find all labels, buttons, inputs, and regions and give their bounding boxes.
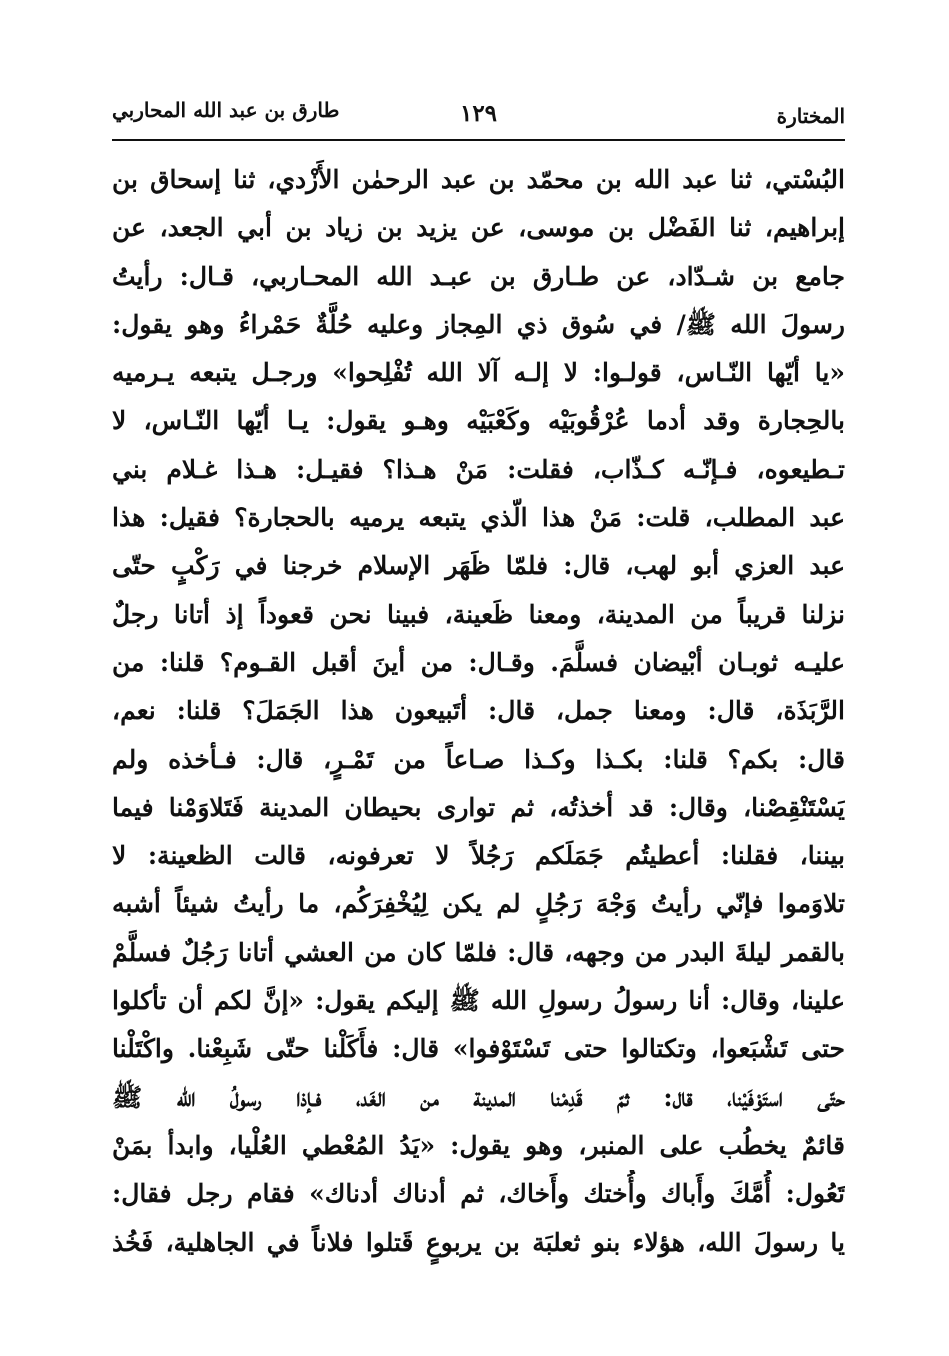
text-line: جامع بن شـدّاد، عن طـارق بن عبـد الله المحـاربي، قـال: رأيتُ xyxy=(112,261,845,291)
text-line: نزلنا قريباً من المدينة، ومعنا ظَعينة، فبينا نحن قعوداً إذ أتانا رجلٌ xyxy=(112,599,845,629)
text-line: البُسْتي، ثنا عبد الله بن محمّد بن عبد الرحمٰن الأَزْدي، ثنا إسحاق بن xyxy=(112,165,845,194)
chapter-title: طارق بن عبد الله المحاربي xyxy=(112,98,340,122)
page-number: ١٢٩ xyxy=(459,100,498,127)
text-line: بالحِجارة وقد أدما عُرْقُوبَيْه وكَعْبَيْه وهـو يقول: يـا أيّها النّـاس، لا xyxy=(112,406,845,436)
text-line: حتى تَشْبَعوا، وتكتالوا حتى تَسْتَوْفوا» قال: فأَكَلْنا حتّى شَبِعْنا. واكْتَلْنا xyxy=(112,1034,845,1064)
text-line: الرَّبَذَة، قال: ومعنا جمل، قال: أتَبيعون هذا الجَمَلَ؟ قلنا: نعم، xyxy=(112,696,845,726)
text-line: بالقمر ليلةَ البدر من وجهه، قال: فلمّا كان من العشي أتانا رَجُلٌ فسلَّمْ xyxy=(112,937,845,967)
book-title: المختارة xyxy=(776,104,845,128)
body-text xyxy=(112,156,845,1267)
text-line: علينا، وقال: أنا رسولُ رسولِ الله ﷺ إليكم يقول: «إنَّ لكم أن تأكلوا xyxy=(112,986,845,1016)
text-line: بيننا، فقلنا: أعطيتُم جَمَلَكم رَجُلاً لا تعرفونه، قالت الظعينة: لا xyxy=(112,841,845,871)
header-divider xyxy=(112,139,845,141)
text-line: رسولَ الله ﷺ/ في سُوق ذي المِجاز وعليه حُلَّةٌ حَمْراءُ وهو يقول: xyxy=(112,309,845,339)
text-line: يَسْتَنْقِصْنا، وقال: قد أخذتُه، ثم توارى بحيطان المدينة فَتَلاوَمْنا فيما xyxy=(112,792,845,822)
running-header xyxy=(112,96,845,136)
text-line: عبد العزي أبو لهب، قال: فلمّا ظَهَر الإسلام خرجنا في رَكْبٍ حتّى xyxy=(112,551,845,581)
text-line: تلاوَموا فإنّي رأيتُ وَجْهَ رَجُلٍ لم يكن لِيُخْفِرَكُم، ما رأيتُ شيئاً أشبه xyxy=(112,889,845,919)
text-line: عليـه ثوبـان أبْيضان فسلَّمَ. وقـال: من أينَ أقبل القـوم؟ قلنا: من xyxy=(112,647,845,677)
text-line: يا رسولَ الله، هؤلاء بنو ثعلبَة بن يربوعٍ قَتلوا فلاناً في الجاهلية، فَخُذ xyxy=(112,1227,845,1257)
text-line: قائمٌ يخطُب على المنبر، وهو يقول: «يَدُ المُعْطي العُلْيا، وابدأ بمَنْ xyxy=(112,1130,845,1160)
text-line: قال: بكم؟ قلنا: بكـذا وكـذا صـاعاً من تَمْـرٍ، قال: فـأخذه ولم xyxy=(112,744,845,774)
text-line: تَعُول: أُمَّكَ وأَباك وأُختك وأَخاك، ثم أدناك أدناك» فقام رجل فقال: xyxy=(112,1179,845,1209)
text-line: حتّى استَوْفَيْنا، قال: ثمّ قَدِمْنا المدينة من الغَد، فـإذا رسولُ الله ﷺ xyxy=(112,1082,845,1112)
text-line: عبد المطلب، قلت: مَنْ هذا الّذي يتبعه يرميه بالحجارة؟ فقيل: هذا xyxy=(112,503,845,533)
text-line: إبراهيم، ثنا الفَضْل بن موسى، عن يزيد بن زياد بن أبي الجعد، عن xyxy=(112,213,845,243)
text-line: «يا أيّها النّـاس، قولـوا: لا إلـه آلا الله تُفْلِحوا» ورجـل يتبعه يـرميه xyxy=(112,358,845,388)
text-line: تـطيعوه، فـإنّـه كـذّاب، فقلت: مَنْ هـذا؟ فقيـل: هـذا غـلام بني xyxy=(112,454,845,484)
